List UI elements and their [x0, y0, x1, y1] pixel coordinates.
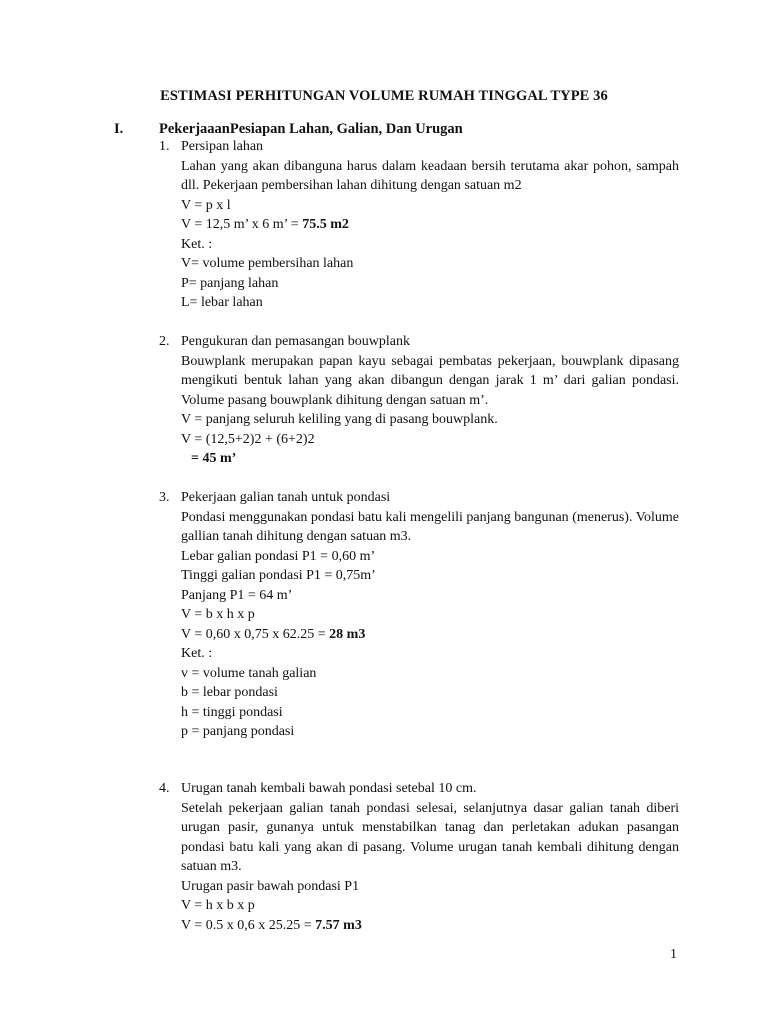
spec-line: Lebar galian pondasi P1 = 0,60 m’	[181, 548, 376, 564]
section-number: I.	[114, 121, 124, 137]
note-line: V= volume pembersihan lahan	[181, 256, 354, 271]
item-paragraph: Lahan yang akan dibanguna harus dalam keadaan bersih terutama akar pohon, sampah dll. Pekerjaan pembersihan lahan dihitung dengan satuan m2	[181, 158, 679, 193]
spec-line: Panjang P1 = 64 m’	[181, 587, 293, 603]
item-number: 1.	[159, 139, 170, 154]
item-paragraph: Pondasi menggunakan pondasi batu kali mengelili panjang bangunan (menerus). Volume gallian tanah dihitung dengan satuan m3.	[181, 509, 679, 544]
item-number: 2.	[159, 334, 170, 349]
formula: V = b x h x p	[181, 607, 255, 622]
calculation: V = (12,5+2)2 + (6+2)2	[181, 431, 315, 447]
item-heading: Pengukuran dan pemasangan bouwplank	[181, 334, 410, 349]
ket-label: Ket. :	[181, 646, 213, 661]
page-number: 1	[670, 947, 677, 962]
note-line: b = lebar pondasi	[181, 685, 278, 700]
ket-label: Ket. :	[181, 236, 213, 252]
note-line: P= panjang lahan	[181, 275, 279, 291]
item-number: 3.	[159, 490, 170, 505]
item-2	[159, 332, 679, 469]
item-heading: Urugan tanah kembali bawah pondasi setebal 10 cm.	[181, 781, 477, 796]
calculation: V = 0,60 x 0,75 x 62.25 = 28 m3	[181, 626, 366, 642]
item-4	[159, 779, 679, 935]
spec-line: Tinggi galian pondasi P1 = 0,75m’	[181, 568, 376, 583]
section-title: PekerjaaanPesiapan Lahan, Galian, Dan Urugan	[159, 121, 463, 137]
note-line: h = tinggi pondasi	[181, 704, 283, 720]
formula: V = h x b x p	[181, 898, 255, 913]
item-number: 4.	[159, 781, 170, 796]
result: = 45 m’	[191, 451, 237, 466]
result: 7.57 m3	[315, 917, 362, 933]
document-title: ESTIMASI PERHITUNGAN VOLUME RUMAH TINGGAL TYPE 36	[160, 88, 608, 104]
item-3	[159, 488, 679, 742]
spec-line: Urugan pasir bawah pondasi P1	[181, 878, 360, 894]
formula: V = panjang seluruh keliling yang di pasang bouwplank.	[181, 412, 498, 427]
item-1	[159, 137, 679, 313]
result: 75.5 m2	[302, 217, 349, 232]
note-line: L= lebar lahan	[181, 295, 263, 310]
result: 28 m3	[329, 626, 366, 642]
item-heading: Pekerjaan galian tanah untuk pondasi	[181, 490, 391, 505]
calculation: V = 0.5 x 0,6 x 25.25 = 7.57 m3	[181, 917, 362, 933]
note-line: v = volume tanah galian	[181, 665, 317, 681]
item-paragraph: Bouwplank merupakan papan kayu sebagai pembatas pekerjaan, bouwplank dipasang mengikuti bentuk lahan yang akan dibangun dengan jarak 1 m’ dari galian pondasi. Volume pasang bouwplank dihitung dengan satuan m’.	[181, 353, 679, 408]
item-heading: Persipan lahan	[181, 139, 264, 154]
formula: V = p x l	[181, 197, 231, 213]
item-paragraph: Setelah pekerjaan galian tanah pondasi selesai, selanjutnya dasar galian tanah diberi urugan pasir, gunanya untuk menstabilkan tanag dan perletakan adukan pasangan pondasi batu kali yang akan di pasang. Volume urugan tanah kembali dihitung dengan satuan m3.	[181, 800, 679, 874]
calculation: V = 12,5 m’ x 6 m’ = 75.5 m2	[181, 217, 349, 232]
note-line: p = panjang pondasi	[181, 724, 295, 739]
